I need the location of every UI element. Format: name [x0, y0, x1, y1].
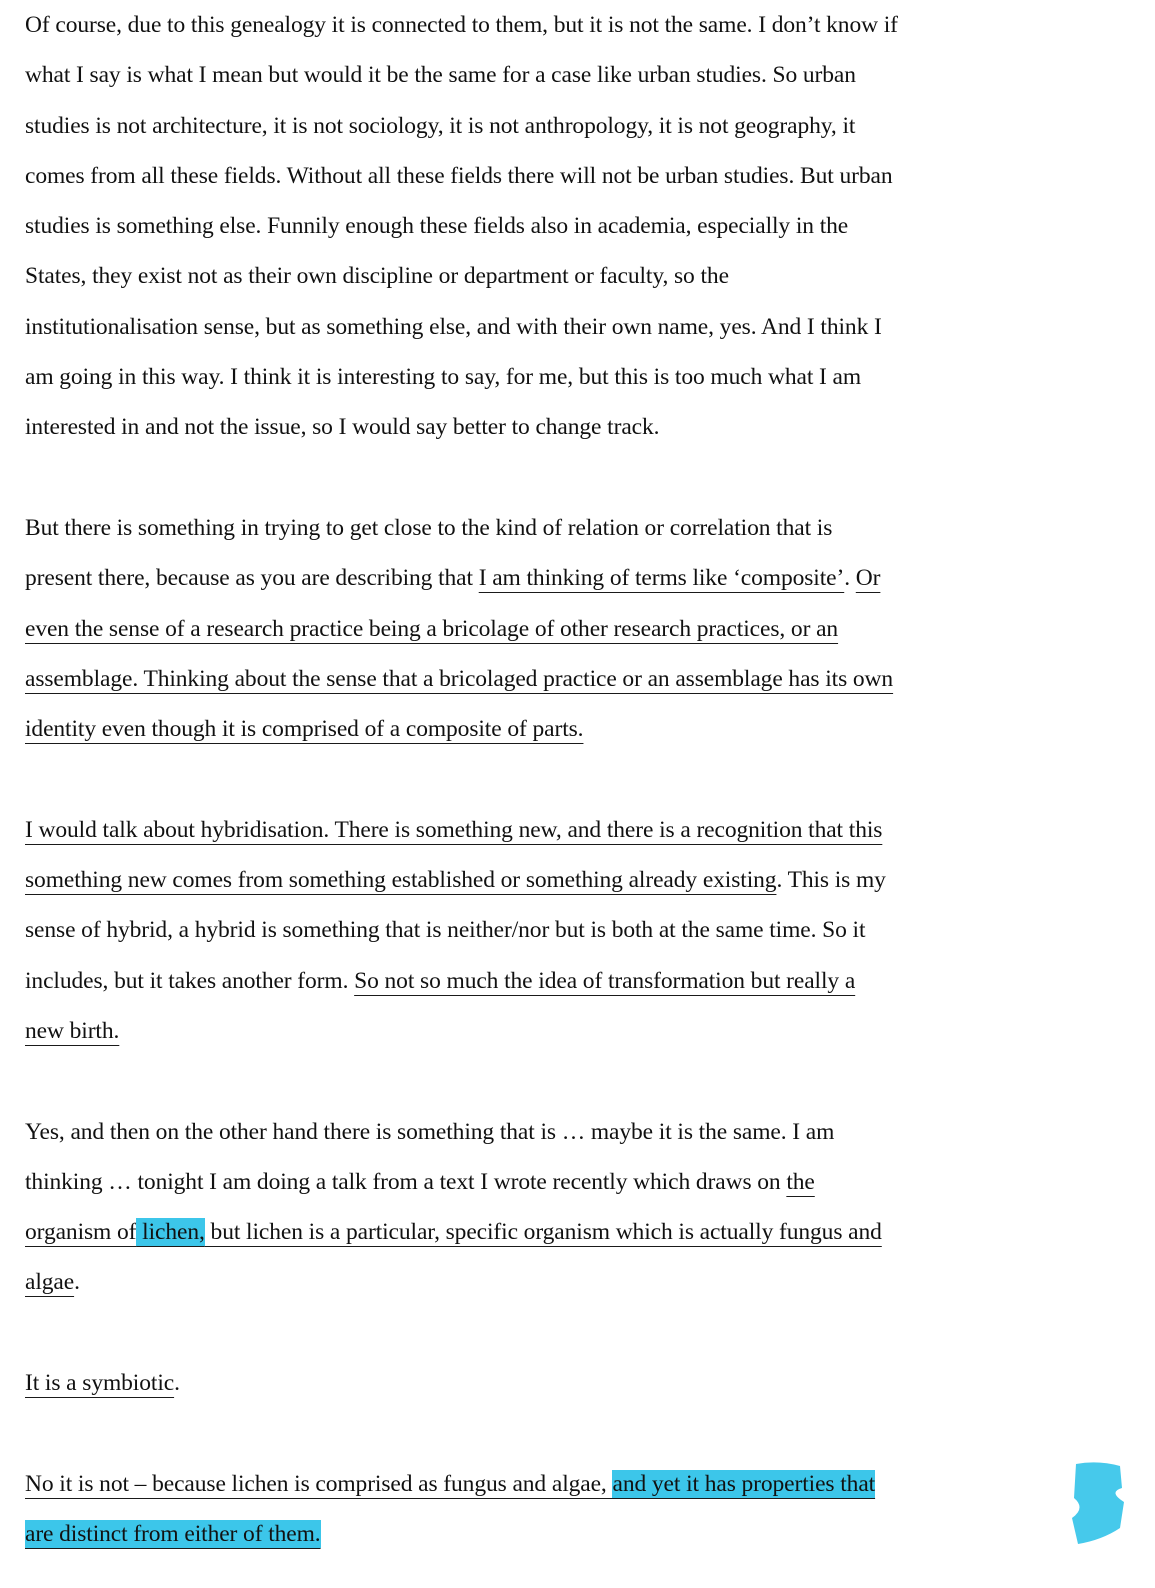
- text-line: am going in this way. I think it is interesting to say, for me, but this is too much what I am: [25, 364, 862, 391]
- text-line: institutionalisation sense, but as something else, and with their own name, yes. And I think I: [25, 313, 882, 340]
- text-run: .: [844, 565, 856, 592]
- document-page: [25, 0, 1065, 1559]
- text-line: [25, 654, 1065, 704]
- text-line: [25, 553, 1065, 603]
- paragraph-gap: [25, 1408, 1065, 1458]
- text-run: . This is my: [776, 867, 886, 894]
- text-line: sense of hybrid, a hybrid is something that is neither/nor but is both at the same time. So it: [25, 917, 866, 944]
- text-line: [25, 956, 1065, 1006]
- underlined-text: No it is not – because lichen is comprised as fungus and algae,: [25, 1470, 613, 1497]
- text-run: thinking … tonight I am doing a talk from a text I wrote recently which draws on: [25, 1168, 787, 1195]
- text-line: [25, 604, 1065, 654]
- text-run: .: [174, 1370, 180, 1397]
- text-line: Yes, and then on the other hand there is something that is … maybe it is the same. I am: [25, 1118, 835, 1145]
- highlighter-swatch: [1068, 1458, 1126, 1548]
- highlighter-stroke: [1072, 1462, 1124, 1544]
- text-line: studies is not architecture, it is not sociology, it is not anthropology, it is not geography, it: [25, 112, 856, 139]
- underlined-text: It is a symbiotic: [25, 1370, 175, 1397]
- text-run: .: [74, 1269, 80, 1296]
- underlined-text: Or: [855, 565, 881, 592]
- text-line: interested in and not the issue, so I would say better to change track.: [25, 414, 660, 441]
- paragraph-5: [25, 1358, 1065, 1408]
- underlined-text: assemblage. Thinking about the sense that a bricolaged practice or an assemblage has its own: [25, 665, 894, 692]
- underlined-text: identity even though it is comprised of a composite of parts.: [25, 716, 584, 743]
- text-run: includes, but it takes another form.: [25, 967, 355, 994]
- highlighted-text: are distinct from either of them.: [25, 1520, 321, 1547]
- text-line: States, they exist not as their own discipline or department or faculty, so the: [25, 263, 729, 290]
- underlined-text: algae: [25, 1269, 75, 1296]
- paragraph-gap: [25, 1308, 1065, 1358]
- text-line: [25, 1358, 1065, 1408]
- underlined-text: even the sense of a research practice being a bricolage of other research practices, or an: [25, 615, 839, 642]
- text-line: [25, 1207, 1065, 1257]
- paragraph-6: [25, 1459, 1065, 1560]
- text-line: Of course, due to this genealogy it is connected to them, but it is not the same. I don’t know if: [25, 12, 898, 38]
- paragraph-4: [25, 1107, 1065, 1308]
- underlined-text: the: [786, 1168, 815, 1195]
- underlined-text: new birth.: [25, 1017, 120, 1044]
- underlined-text: organism of: [25, 1219, 137, 1246]
- text-run: present there, because as you are describing that: [25, 565, 479, 592]
- text-line: [25, 1257, 1065, 1307]
- text-line: studies is something else. Funnily enough these fields also in academia, especially in the: [25, 213, 849, 240]
- text-line: But there is something in trying to get close to the kind of relation or correlation that is: [25, 514, 833, 541]
- paragraph-gap: [25, 453, 1065, 503]
- highlighted-text: lichen,: [136, 1219, 205, 1246]
- text-line: [25, 1157, 1065, 1207]
- paragraph-gap: [25, 754, 1065, 804]
- underlined-text: but lichen is a particular, specific organism which is actually fungus and: [204, 1219, 882, 1246]
- underlined-text: I would talk about hybridisation. There is something new, and there is a recognition that this: [25, 816, 883, 843]
- text-line: what I say is what I mean but would it be the same for a case like urban studies. So urban: [25, 62, 856, 89]
- text-line: [25, 805, 1065, 855]
- text-line: [25, 855, 1065, 905]
- underlined-text: I am thinking of terms like ‘composite’: [478, 565, 845, 592]
- text-line: [25, 1509, 1065, 1559]
- underlined-text: something new comes from something established or something already existing: [25, 867, 777, 894]
- text-line: [25, 704, 1065, 754]
- paragraph-2: [25, 503, 1065, 754]
- paragraph-3: [25, 805, 1065, 1056]
- paragraph-1: [25, 0, 1065, 453]
- paragraph-gap: [25, 1056, 1065, 1106]
- highlighted-text: and yet it has properties that: [612, 1470, 876, 1497]
- text-line: [25, 1459, 1065, 1509]
- text-line: comes from all these fields. Without all these fields there will not be urban studies. But urban: [25, 162, 893, 189]
- text-line: [25, 1006, 1065, 1056]
- underlined-text: So not so much the idea of transformation but really a: [354, 967, 856, 994]
